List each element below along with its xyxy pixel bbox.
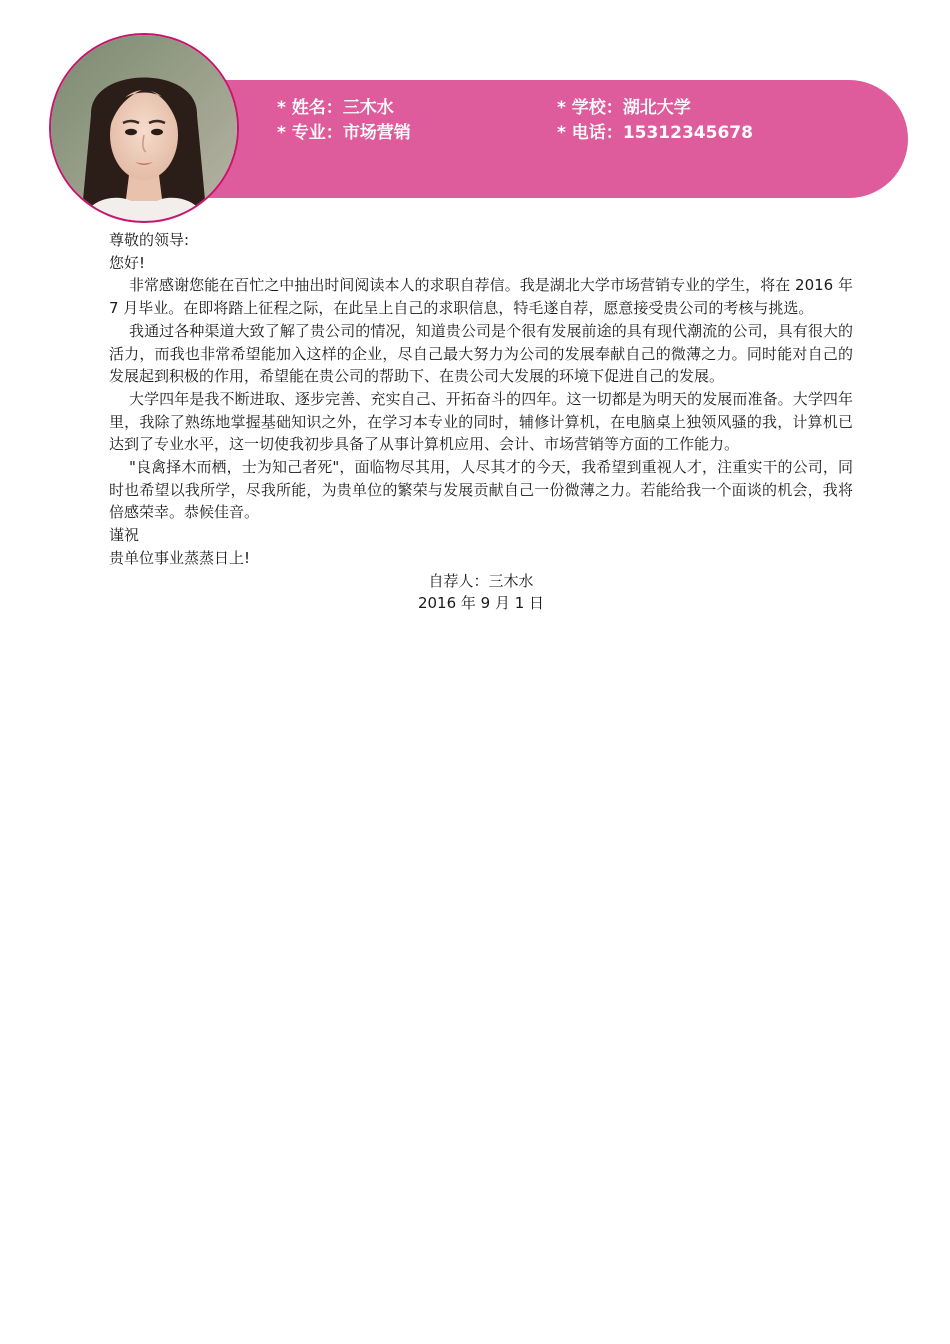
major-value: 市场营销 — [342, 123, 411, 143]
closing-line-1: 谨祝 — [109, 526, 140, 545]
phone-value: 15312345678 — [622, 123, 753, 143]
portrait-photo-icon — [51, 35, 237, 221]
name-field — [277, 96, 394, 120]
letter-date: 2016 年 9 月 1 日 — [417, 594, 545, 613]
phone-field — [557, 121, 753, 145]
letter-paragraph: 大学四年是我不断进取、逐步完善、充实自己、开拓奋斗的四年。这一切都是为明天的发展而准备。大学四年里，我除了熟练地掌握基础知识之外，在学习本专业的同时，辅修计算机，在电脑桌上独领风骚的我，计算机已达到了专业水平，这一切使我初步具备了从事计算机应用、会计、市场营销等方面的工作能力。 — [109, 389, 853, 454]
major-field — [277, 121, 411, 145]
letter-paragraph: 我通过各种渠道大致了解了贵公司的情况，知道贵公司是个很有发展前途的具有现代潮流的公司，具有很大的活力，而我也非常希望能加入这样的企业，尽自己最大努力为公司的发展奉献自己的微薄之力。同时能对自己的发展起到积极的作用，希望能在贵公司的帮助下、在贵公司大发展的环境下促进自己的发展。 — [109, 321, 853, 386]
major-label: * 专业： — [277, 123, 343, 143]
signature: 自荐人：三木水 — [428, 571, 534, 590]
avatar — [49, 33, 239, 223]
cover-letter — [109, 229, 853, 615]
greeting: 您好! — [109, 253, 146, 272]
school-field — [557, 96, 691, 120]
name-label: * 姓名： — [277, 98, 343, 118]
name-value: 三木水 — [342, 98, 394, 118]
school-value: 湖北大学 — [622, 98, 691, 118]
header-band — [150, 80, 908, 198]
closing-line-2: 贵单位事业蒸蒸日上! — [109, 548, 251, 567]
phone-label: * 电话： — [557, 123, 623, 143]
letter-paragraph: "良禽择木而栖，士为知己者死"，面临物尽其用，人尽其才的今天，我希望到重视人才，注重实干的公司，同时也希望以我所学，尽我所能，为贵单位的繁荣与发展贡献自己一份微薄之力。若能给我一个面谈的机会，我将倍感荣幸。恭候佳音。 — [109, 458, 853, 522]
letter-paragraph: 非常感谢您能在百忙之中抽出时间阅读本人的求职自荐信。我是湖北大学市场营销专业的学生，将在 2016 年 7 月毕业。在即将踏上征程之际，在此呈上自己的求职信息，特毛遂自荐，愿意接受贵公司的考核与挑选。 — [109, 276, 853, 318]
school-label: * 学校： — [557, 98, 623, 118]
salutation: 尊敬的领导: — [109, 231, 190, 249]
